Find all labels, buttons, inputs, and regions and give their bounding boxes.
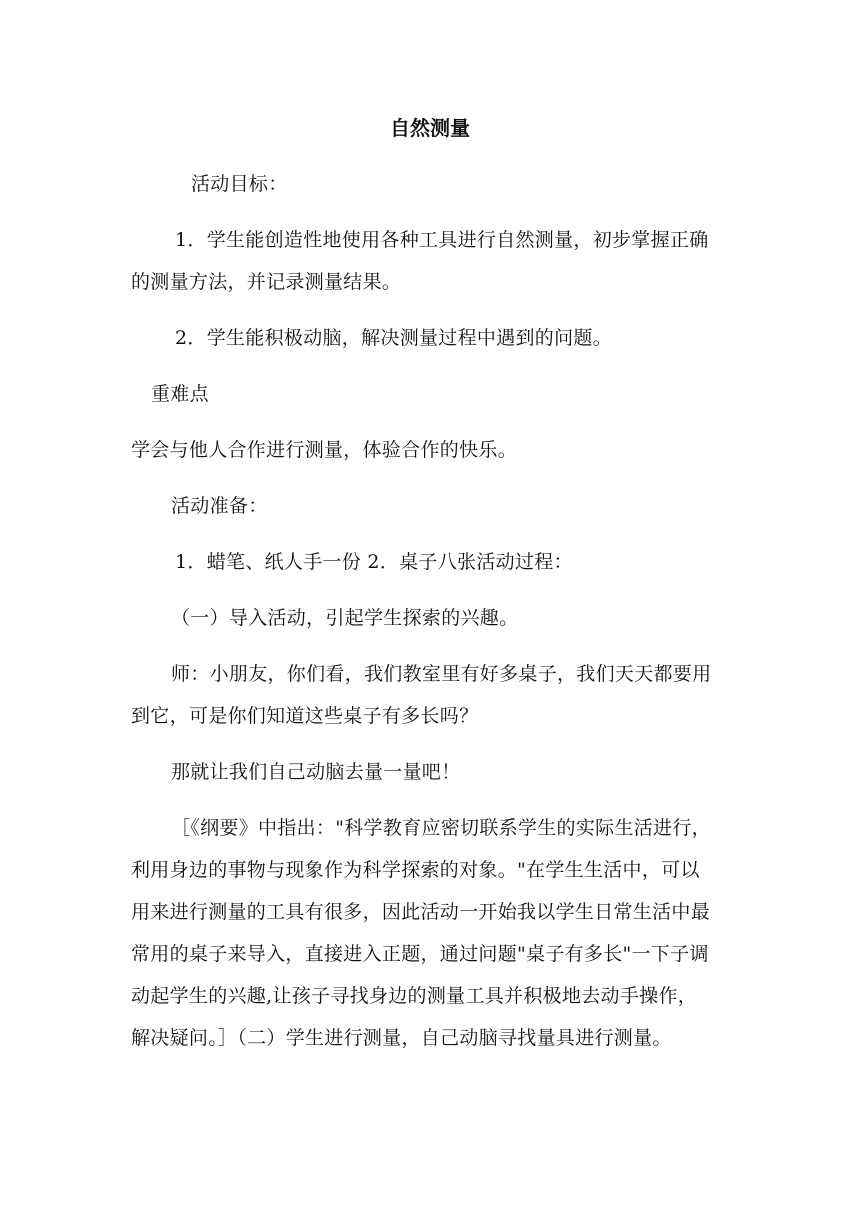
goal-1-line-1: 1．学生能创造性地使用各种工具进行自然测量，初步掌握正确 [175,229,709,251]
teacher-speech-line-1: 师：小朋友，你们看，我们教室里有好多桌子，我们天天都要用 [171,663,712,685]
note-line-2: 利用身边的事物与现象作为科学探索的对象。"在学生生活中，可以 [131,859,700,881]
document-title: 自然测量 [390,116,470,140]
part-1-heading: （一）导入活动，引起学生探索的兴趣。 [171,607,519,629]
goal-1-line-2: 的测量方法，并记录测量结果。 [131,271,402,293]
note-line-3: 用来进行测量的工具有很多，因此活动一开始我以学生日常生活中最 [131,901,711,923]
goal-2: 2．学生能积极动脑，解决测量过程中遇到的问题。 [175,327,612,349]
note-line-4: 常用的桌子来导入，直接进入正题，通过问题"桌子有多长"一下子调 [131,943,709,965]
prep-heading: 活动准备： [171,495,268,517]
teacher-speech-line-2: 到它，可是你们知道这些桌子有多长吗？ [131,705,479,727]
note-line-5: 动起学生的兴趣,让孩子寻找身边的测量工具并积极地去动手操作， [131,985,698,1007]
note-line-1: ［《纲要》中指出："科学教育应密切联系学生的实际生活进行， [171,817,711,839]
prep-text: 1．蜡笔、纸人手一份 2．桌子八张活动过程： [175,551,573,573]
key-points-heading: 重难点 [151,383,209,405]
note-line-6: 解决疑问。］（二）学生进行测量，自己动脑寻找量具进行测量。 [131,1027,672,1049]
teacher-speech-line-3: 那就让我们自己动脑去量一量吧！ [171,761,461,783]
key-points-text: 学会与他人合作进行测量，体验合作的快乐。 [131,439,518,461]
goal-heading: 活动目标： [191,173,288,195]
